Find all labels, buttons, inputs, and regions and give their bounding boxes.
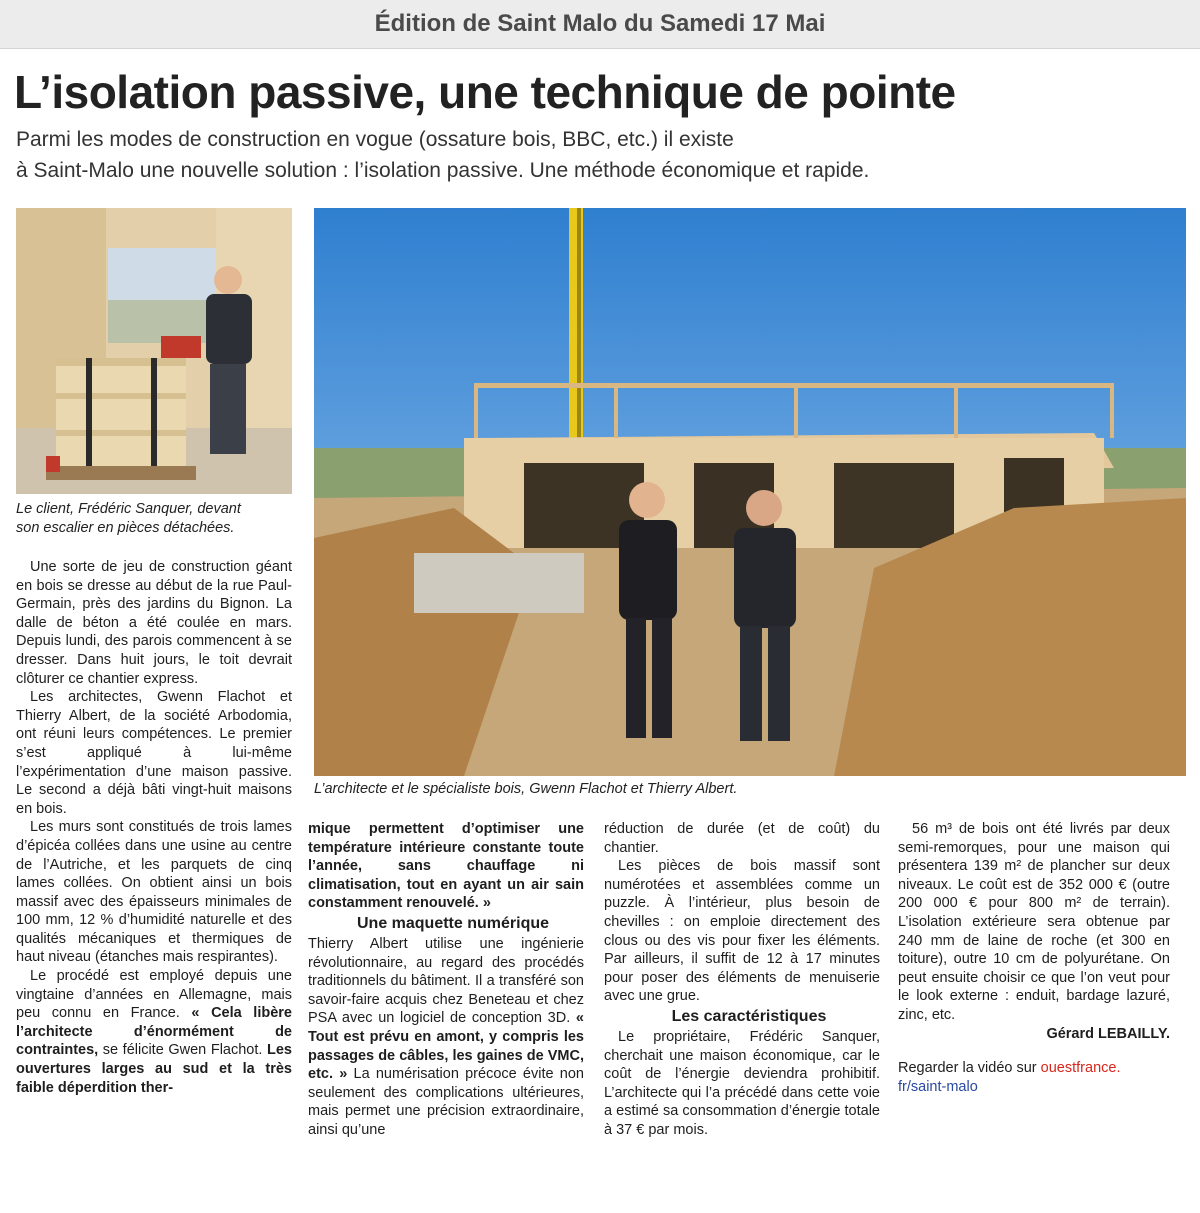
col1-paragraph-4 [16,967,292,1097]
site-photo-caption: L’architecte et le spécialiste bois, Gwenn Flachot et Thierry Albert. [314,781,738,797]
author-signature: Gérard LEBAILLY. [1046,1025,1170,1042]
video-link-paragraph [898,1059,1170,1096]
client-caption-line-2: son escalier en pièces détachées. [16,520,235,536]
video-link-domain[interactable]: ouestfrance. [1040,1060,1121,1077]
client-caption-line-1: Le client, Frédéric Sanquer, devant [16,501,241,517]
col2-p2-quote: « Tout est prévu en amont, y compris les passages de câbles, les gaines de VMC, etc. » [308,1010,584,1083]
lead-line-2: à Saint-Malo une nouvelle solution : l’isolation passive. Une méthode économique et rapide. [16,159,870,182]
lead-line-1: Parmi les modes de construction en vogue (ossature bois, BBC, etc.) il existe [16,128,734,151]
construction-site-illustration [314,208,1186,776]
article-lead [16,124,1196,186]
video-link-prefix: Regarder la vidéo sur [898,1060,1041,1077]
article-column-3 [604,820,880,1140]
col1-p4-quote-continued: Les ouvertures larges au sud et la très faible déperdition ther- [16,1042,292,1096]
col2-subhead: Une maquette numérique [356,914,550,932]
edition-header: Édition de Saint Malo du Samedi 17 Mai [0,0,1200,49]
video-link-path[interactable]: fr/saint-malo [898,1078,978,1095]
col2-paragraph-2 [308,935,584,1140]
col1-p4-attribution: se félicite Gwen Flachot. [98,1042,267,1059]
article-column-1 [16,558,292,1097]
article-column-2 [308,820,584,1140]
col1-paragraph-2: Les architectes, Gwenn Flachot et Thierry Albert, de la société Arbodomia, ont réuni leurs compétences. Le premier s’est appliqué à lui-même l’expérimentation d’une maison passive. Le second a déjà bâti vingt-huit maisons en bois. [16,689,292,817]
article-headline: L’isolation passive, une technique de pointe [14,66,956,118]
col3-subhead: Les caractéristiques [671,1007,827,1025]
col4-paragraph-1: 56 m³ de bois ont été livrés par deux semi-remorques, pour une maison qui présentera 139 m² de plancher sur deux niveaux. Le coût est de 352 000 € (outre 200 000 € pour 800 m² de terrain). L’isolation extérieure sera obtenue par 240 mm de laine de roche (et 300 en toiture), outre 10 cm de polyurétane. On peut ensuite choisir ce que l’on veut pour le look externe : enduit, bardage lazuré, zinc, etc. [898,821,1170,1023]
col2-p2-text-end: La numérisation précoce évite non seulement des complications ultérieures, mais permet une précision extraordinaire, ainsi qu’une [308,1066,584,1138]
client-photo [16,208,292,494]
col1-paragraph-1: Une sorte de jeu de construction géant en bois se dresse au début de la rue Paul-Germain, près des jardins du Bignon. La dalle de béton a été coulée en mars. Depuis lundi, des parois commencent à se dresser. Dans huit jours, le toit devrait clôturer ce chantier express. [16,559,292,687]
client-photo-caption [16,500,292,538]
col1-paragraph-3: Les murs sont constitués de trois lames d’épicéa collées dans une usine au centre de l’Autriche, et les parquets de cinq lames collées. On obtient ainsi un bois massif avec des épaisseurs minimales de 100 mm, 12 % d’humidité naturelle et des qualités mécaniques et thermiques de haut niveau (étanches mais respirantes). [16,819,292,966]
col2-quote-end: mique permettent d’optimiser une température intérieure constante toute l’année, sans chauffage ni climatisation, tout en ayant un air sain constamment renouvelé. » [308,821,584,912]
col2-p2-text: Thierry Albert utilise une ingénierie révolutionnaire, au regard des procédés traditionnels du bâtiment. Il a transféré son savoir-faire acquis chez Beneteau et chez PSA avec un logiciel de conception 3D. [308,935,584,1027]
col3-paragraph-1: réduction de durée (et de coût) du chantier. [604,821,880,856]
col3-paragraph-2: Les pièces de bois massif sont numérotées et assemblées comme un puzzle. À l’intérieur, plus besoin de chevilles : on emploie directement des clous ou des vis pour fixer les éléments. Par ailleurs, il suffit de 12 à 17 minutes pour poser des éléments de menuiserie avec une grue. [604,858,880,1005]
col1-p4-quote: « Cela libère l’architecte d’énormément de contraintes, [16,1005,292,1059]
article-column-4 [898,820,1170,1096]
construction-site-photo [314,208,1186,776]
client-photo-illustration [16,208,292,494]
col2-paragraph-1 [308,820,584,913]
col1-p4-text: Le procédé est employé depuis une vingtaine d’années en Allemagne, mais peu connu en France. [16,968,292,1022]
col3-paragraph-3: Le propriétaire, Frédéric Sanquer, cherchait une maison économique, car le coût de l’énergie deviendra prohibitif. L’architecte qui l’a précédé dans cette voie a estimé sa consommation d’énergie totale à 37 € par mois. [604,1028,880,1138]
